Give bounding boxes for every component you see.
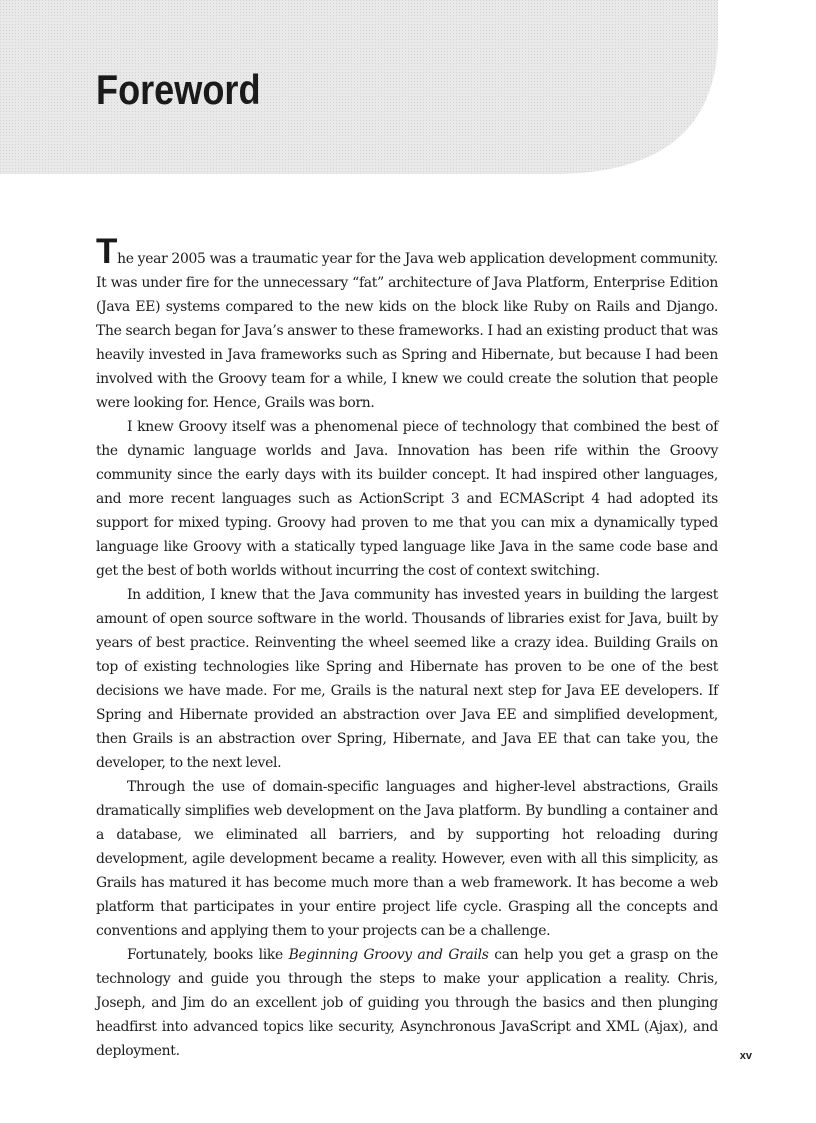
paragraph-3: In addition, I knew that the Java community has invested years in building the largest amount of open source software in the world. Thousands of libraries exist for Java, built by years of best practice. Reinventing the wheel seemed like a crazy idea. Building Grails on top of existing technologies like Spring and Hibernate has proven to be one of the best decisions we have made. For me, Grails is the natural next step for Java EE developers. If Spring and Hibernate provided an abstraction over Java EE and simplified development, then Grails is an abstraction over Spring, Hibernate, and Java EE that can take you, the developer, to the next level. [96,587,718,771]
page-number: xv [739,1050,752,1062]
drop-cap: T [96,232,118,271]
foreword-body [96,232,719,1063]
paragraph-1-text: he year 2005 was a traumatic year for the Java web application development community. It was under fire for the unnecessary “fat” architecture of Java Platform, Enterprise Edition (Java EE) systems compared to the new kids on the block like Ruby on Rails and Django. The search began for Java’s answer to these frameworks. I had an existing product that was heavily invested in Java frameworks such as Spring and Hibernate, but because I had been involved with the Groovy team for a while, I knew we could create the solution that people were looking for. Hence, Grails was born. [96,251,718,411]
paragraph-4: Through the use of domain-specific languages and higher-level abstractions, Grails dramatically simplifies web development on the Java platform. By bundling a container and a database, we eliminated all barriers, and by supporting hot reloading during development, agile development became a reality. However, even with all this simplicity, as Grails has matured it has become much more than a web framework. It has become a web platform that participates in your entire project life cycle. Grasping all the concepts and conventions and applying them to your projects can be a challenge. [96,779,718,939]
paragraph-2: I knew Groovy itself was a phenomenal piece of technology that combined the best of the dynamic language worlds and Java. Innovation has been rife within the Groovy community since the early days with its builder concept. It had inspired other languages, and more recent languages such as ActionScript 3 and ECMAScript 4 had adopted its support for mixed typing. Groovy had proven to me that you can mix a dynamically typed language like Groovy with a statically typed language like Java in the same code base and get the best of both worlds without incurring the cost of context switching. [96,419,718,579]
paragraph-5-before: Fortunately, books like [127,947,289,963]
book-title: Beginning Groovy and Grails [288,947,489,963]
paragraph-5-after: can help you get a grasp on the technology and guide you through the steps to make your application a reality. Chris, Joseph, and Jim do an excellent job of guiding you through the basics and then plunging headfirst into advanced topics like security, Asynchronous JavaScript and XML (Ajax), and deployment. [96,947,719,1059]
paragraph-1 [96,232,718,415]
chapter-title: Foreword [96,66,261,113]
paragraph-5 [96,943,718,1063]
